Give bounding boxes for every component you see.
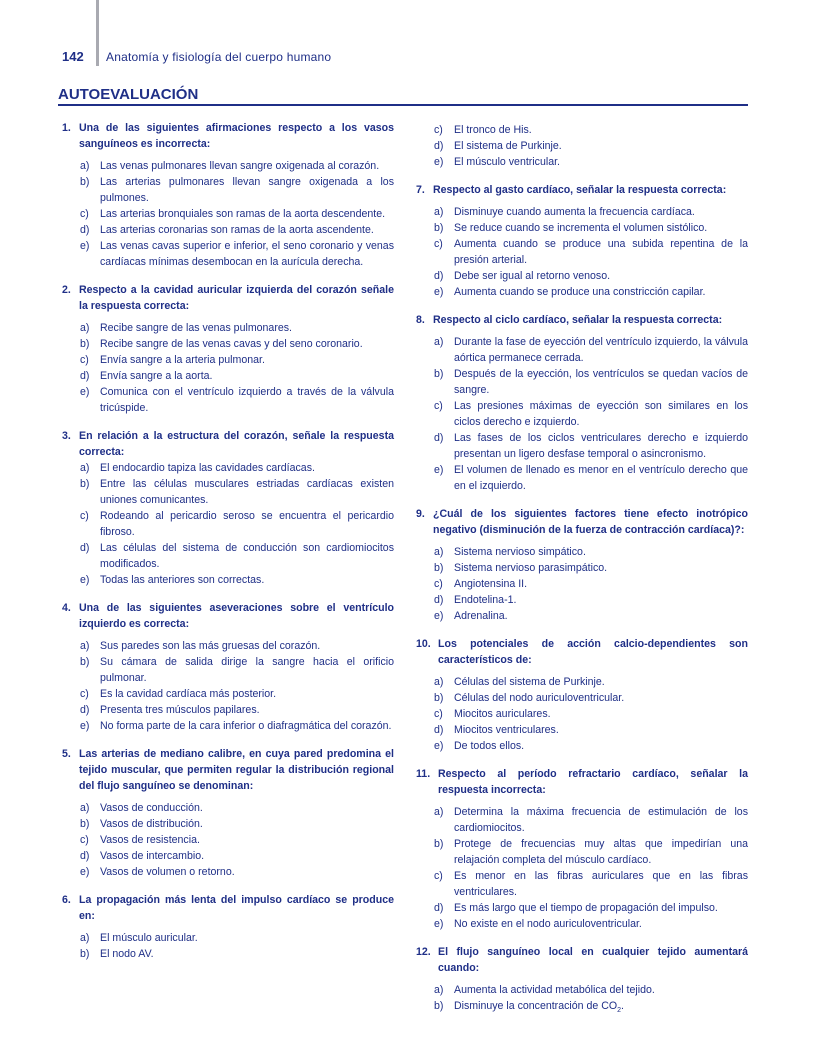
question-text: Respecto al gasto cardíaco, señalar la respuesta correcta:	[433, 184, 727, 196]
option-text: Las presiones máximas de eyección son similares en los ciclos derecho e izquierdo.	[454, 400, 748, 428]
option-letter: e)	[434, 918, 444, 930]
option-text: Se reduce cuando se incrementa el volumen sistólico.	[454, 222, 708, 234]
option-letter: c)	[80, 208, 89, 220]
answer-option	[416, 122, 748, 138]
option-text: De todos ellos.	[454, 740, 525, 752]
answer-option	[62, 816, 394, 832]
option-text: Durante la fase de eyección del ventrículo izquierdo, la válvula aórtica permanece cerrada.	[454, 336, 748, 364]
answer-option	[416, 138, 748, 154]
option-letter: e)	[434, 286, 444, 298]
answer-option	[62, 352, 394, 368]
question-number: 3.	[62, 430, 71, 442]
option-text: Vasos de intercambio.	[100, 850, 205, 862]
header-divider-bar	[96, 0, 99, 66]
option-letter: c)	[80, 510, 89, 522]
question-number: 8.	[416, 314, 425, 326]
co2-suffix: .	[621, 1000, 624, 1012]
question-heading	[416, 182, 748, 198]
question-heading	[62, 428, 394, 460]
option-text: Aumenta cuando se produce una subida repentina de la presión arterial.	[454, 238, 748, 266]
answer-option	[416, 462, 748, 494]
answer-option	[416, 982, 748, 998]
answer-option	[62, 174, 394, 206]
question-number: 4.	[62, 602, 71, 614]
answer-option	[416, 154, 748, 170]
option-letter: c)	[80, 688, 89, 700]
answer-option	[416, 236, 748, 268]
question-text: ¿Cuál de los siguientes factores tiene efecto inotrópico negativo (disminución de la fuerza de contracción cardíaca)?:	[433, 508, 748, 536]
answer-option	[416, 738, 748, 754]
question-heading	[62, 600, 394, 632]
option-text: Células del sistema de Purkinje.	[454, 676, 605, 688]
option-text: Las células del sistema de conducción son cardiomiocitos modificados.	[100, 542, 394, 570]
option-text: Miocitos ventriculares.	[454, 724, 559, 736]
question-number: 1.	[62, 122, 71, 134]
question-5	[62, 746, 394, 880]
question-number: 10.	[416, 638, 431, 650]
option-text: Adrenalina.	[454, 610, 508, 622]
option-letter: d)	[434, 594, 444, 606]
question-number: 6.	[62, 894, 71, 906]
option-letter: a)	[434, 336, 444, 348]
question-text: Las arterias de mediano calibre, en cuya pared predomina el tejido muscular, que permiten regular la distribución regional del flujo sanguíneo se denominan:	[79, 748, 394, 792]
question-1	[62, 120, 394, 270]
question-text: Respecto al período refractario cardíaco, señalar la respuesta incorrecta:	[438, 768, 748, 796]
question-12	[416, 944, 748, 1014]
option-text: Es más largo que el tiempo de propagación del impulso.	[454, 902, 718, 914]
answer-option	[416, 284, 748, 300]
question-number: 12.	[416, 946, 431, 958]
answer-option	[416, 544, 748, 560]
question-number: 5.	[62, 748, 71, 760]
answer-option	[62, 832, 394, 848]
option-text: El músculo auricular.	[100, 932, 198, 944]
option-letter: a)	[80, 640, 90, 652]
option-letter: e)	[80, 574, 90, 586]
left-column	[62, 120, 394, 974]
option-letter: d)	[80, 224, 90, 236]
option-letter: c)	[80, 354, 89, 366]
option-text: Aumenta la actividad metabólica del tejido.	[454, 984, 655, 996]
option-letter: b)	[80, 176, 90, 188]
question-heading	[416, 506, 748, 538]
option-text: El músculo ventricular.	[454, 156, 560, 168]
question-number: 9.	[416, 508, 425, 520]
option-letter: c)	[434, 238, 443, 250]
option-text: Su cámara de salida dirige la sangre hacia el orificio pulmonar.	[100, 656, 394, 684]
option-text: Es la cavidad cardíaca más posterior.	[100, 688, 277, 700]
answer-option	[62, 320, 394, 336]
option-text: Determina la máxima frecuencia de estimulación de los cardiomiocitos.	[454, 806, 748, 834]
option-text: No existe en el nodo auriculoventricular.	[454, 918, 642, 930]
answer-option	[62, 336, 394, 352]
option-letter: b)	[80, 338, 90, 350]
answer-option	[416, 560, 748, 576]
option-text: Aumenta cuando se produce una constricción capilar.	[454, 286, 706, 298]
option-text: No forma parte de la cara inferior o diafragmática del corazón.	[100, 720, 392, 732]
option-text: Envía sangre a la aorta.	[100, 370, 213, 382]
co2-text: Disminuye la concentración de CO	[454, 1000, 618, 1012]
option-letter: a)	[434, 546, 444, 558]
option-text: El sistema de Purkinje.	[454, 140, 562, 152]
question-text: Una de las siguientes aseveraciones sobre el ventrículo izquierdo es correcta:	[79, 602, 394, 630]
option-letter: c)	[434, 400, 443, 412]
option-text: Recibe sangre de las venas cavas y del seno coronario.	[100, 338, 363, 350]
answer-option	[62, 718, 394, 734]
option-text: Protege de frecuencias muy altas que impedirían una relajación completa del músculo cardíaco.	[454, 838, 748, 866]
option-letter: a)	[80, 462, 90, 474]
option-letter: e)	[434, 610, 444, 622]
option-text: Vasos de resistencia.	[100, 834, 200, 846]
answer-option	[416, 366, 748, 398]
answer-option	[62, 206, 394, 222]
option-letter: a)	[434, 984, 444, 996]
answer-option	[62, 508, 394, 540]
option-letter: a)	[80, 160, 90, 172]
option-text	[454, 998, 748, 1014]
answer-option	[62, 638, 394, 654]
question-number: 11.	[416, 768, 431, 780]
answer-option	[416, 900, 748, 916]
answer-option	[416, 868, 748, 900]
option-letter: d)	[434, 902, 444, 914]
option-letter: a)	[434, 676, 444, 688]
option-letter: d)	[434, 432, 444, 444]
answer-option	[416, 592, 748, 608]
question-6-continued-options	[416, 122, 748, 170]
option-letter: b)	[80, 478, 90, 490]
answer-option	[416, 608, 748, 624]
option-letter: a)	[80, 802, 90, 814]
question-text: La propagación más lenta del impulso cardíaco se produce en:	[79, 894, 394, 922]
question-heading	[416, 312, 748, 328]
question-2	[62, 282, 394, 416]
option-text: Comunica con el ventrículo izquierdo a través de la válvula tricúspide.	[100, 386, 394, 414]
option-letter: b)	[434, 368, 444, 380]
question-text: El flujo sanguíneo local en cualquier tejido aumentará cuando:	[438, 946, 748, 974]
question-3	[62, 428, 394, 588]
section-title: AUTOEVALUACIÓN	[58, 86, 199, 103]
question-heading	[416, 636, 748, 668]
option-letter: d)	[80, 850, 90, 862]
page-number: 142	[62, 49, 84, 64]
option-letter: e)	[80, 720, 90, 732]
option-text: Rodeando al pericardio seroso se encuentra el pericardio fibroso.	[100, 510, 394, 538]
question-number: 7.	[416, 184, 425, 196]
option-letter: a)	[434, 806, 444, 818]
option-text: Miocitos auriculares.	[454, 708, 551, 720]
book-title: Anatomía y fisiología del cuerpo humano	[106, 50, 332, 64]
option-letter: d)	[434, 270, 444, 282]
option-letter: b)	[434, 692, 444, 704]
option-letter: d)	[80, 370, 90, 382]
option-text: Envía sangre a la arteria pulmonar.	[100, 354, 265, 366]
option-letter: b)	[80, 818, 90, 830]
option-letter: e)	[80, 866, 90, 878]
question-7	[416, 182, 748, 300]
option-text: Angiotensina II.	[454, 578, 528, 590]
option-text: Endotelina-1.	[454, 594, 517, 606]
option-letter: d)	[80, 542, 90, 554]
answer-option	[62, 158, 394, 174]
option-letter: c)	[434, 578, 443, 590]
option-letter: b)	[80, 948, 90, 960]
option-letter: e)	[80, 386, 90, 398]
question-text: En relación a la estructura del corazón, señale la respuesta correcta:	[79, 430, 394, 458]
option-text: Las arterias coronarias son ramas de la aorta ascendente.	[100, 224, 374, 236]
option-text: Vasos de volumen o retorno.	[100, 866, 235, 878]
section-rule	[58, 104, 748, 106]
option-letter: b)	[434, 838, 444, 850]
option-text: El nodo AV.	[100, 948, 154, 960]
question-heading	[62, 892, 394, 924]
answer-option	[62, 222, 394, 238]
answer-option	[416, 836, 748, 868]
option-text: Las arterias pulmonares llevan sangre oxigenada a los pulmones.	[100, 176, 394, 204]
answer-option	[416, 804, 748, 836]
option-text: El volumen de llenado es menor en el ventrículo derecho que en el izquierdo.	[454, 464, 748, 492]
answer-option	[416, 690, 748, 706]
option-text: Células del nodo auriculoventricular.	[454, 692, 625, 704]
answer-option	[62, 848, 394, 864]
option-text: Las venas cavas superior e inferior, el seno coronario y venas cardíacas mínimas desembocan en la aurícula derecha.	[100, 240, 394, 268]
answer-option	[62, 572, 394, 588]
question-heading	[416, 766, 748, 798]
question-11	[416, 766, 748, 932]
option-text: Sistema nervioso simpático.	[454, 546, 586, 558]
answer-option	[62, 864, 394, 880]
option-text: Sus paredes son las más gruesas del corazón.	[100, 640, 321, 652]
option-text: Después de la eyección, los ventrículos se quedan vacíos de sangre.	[454, 368, 748, 396]
option-text: Vasos de distribución.	[100, 818, 203, 830]
option-text: Debe ser igual al retorno venoso.	[454, 270, 611, 282]
option-letter: c)	[434, 708, 443, 720]
answer-option	[62, 238, 394, 270]
answer-option	[416, 674, 748, 690]
answer-option	[416, 398, 748, 430]
question-8	[416, 312, 748, 494]
answer-option	[62, 368, 394, 384]
question-10	[416, 636, 748, 754]
question-number: 2.	[62, 284, 71, 296]
option-text: Vasos de conducción.	[100, 802, 203, 814]
answer-option	[62, 654, 394, 686]
question-6	[62, 892, 394, 962]
option-text: El tronco de His.	[454, 124, 532, 136]
question-text: Respecto al ciclo cardíaco, señalar la respuesta correcta:	[433, 314, 723, 326]
answer-option	[62, 702, 394, 718]
question-text: Los potenciales de acción calcio-dependientes son característicos de:	[438, 638, 748, 666]
option-text: Es menor en las fibras auriculares que en las fibras ventriculares.	[454, 870, 748, 898]
answer-option	[416, 334, 748, 366]
right-column	[416, 122, 748, 1026]
option-letter: c)	[80, 834, 89, 846]
answer-option	[416, 998, 748, 1014]
option-letter: e)	[434, 464, 444, 476]
option-letter: c)	[434, 124, 443, 136]
option-text: Presenta tres músculos papilares.	[100, 704, 260, 716]
answer-option	[62, 800, 394, 816]
question-text: Respecto a la cavidad auricular izquierda del corazón señale la respuesta correcta:	[79, 284, 394, 312]
option-letter: e)	[434, 156, 444, 168]
option-text: Las arterias bronquiales son ramas de la aorta descendente.	[100, 208, 386, 220]
option-letter: a)	[80, 932, 90, 944]
option-letter: b)	[434, 562, 444, 574]
answer-option	[416, 916, 748, 932]
option-letter: b)	[434, 222, 444, 234]
question-text: Una de las siguientes afirmaciones respecto a los vasos sanguíneos es incorrecta:	[79, 122, 394, 150]
option-text: Todas las anteriores son correctas.	[100, 574, 265, 586]
option-text: Entre las células musculares estriadas cardíacas existen uniones comunicantes.	[100, 478, 394, 506]
answer-option	[416, 268, 748, 284]
option-letter: d)	[434, 140, 444, 152]
answer-option	[416, 576, 748, 592]
option-text: Sistema nervioso parasimpático.	[454, 562, 608, 574]
answer-option	[62, 476, 394, 508]
answer-option	[62, 946, 394, 962]
answer-option	[416, 722, 748, 738]
question-heading	[62, 282, 394, 314]
option-letter: a)	[434, 206, 444, 218]
question-9	[416, 506, 748, 624]
option-letter: a)	[80, 322, 90, 334]
question-heading	[62, 746, 394, 794]
option-letter: b)	[80, 656, 90, 668]
answer-option	[62, 384, 394, 416]
option-letter: d)	[434, 724, 444, 736]
option-letter: e)	[434, 740, 444, 752]
option-letter: e)	[80, 240, 90, 252]
answer-option	[62, 540, 394, 572]
co2-subscript: 2	[617, 1007, 622, 1015]
answer-option	[416, 430, 748, 462]
option-text: El endocardio tapiza las cavidades cardíacas.	[100, 462, 315, 474]
question-heading	[416, 944, 748, 976]
question-heading	[62, 120, 394, 152]
option-letter: b)	[434, 1000, 444, 1012]
option-text: Las venas pulmonares llevan sangre oxigenada al corazón.	[100, 160, 380, 172]
answer-option	[62, 686, 394, 702]
answer-option	[62, 930, 394, 946]
answer-option	[416, 706, 748, 722]
answer-option	[62, 460, 394, 476]
option-letter: d)	[80, 704, 90, 716]
answer-option	[416, 220, 748, 236]
option-text: Recibe sangre de las venas pulmonares.	[100, 322, 292, 334]
option-letter: c)	[434, 870, 443, 882]
option-text: Las fases de los ciclos ventriculares derecho e izquierdo presentan un ligero desfase temporal o asincronismo.	[454, 432, 748, 460]
question-4	[62, 600, 394, 734]
answer-option	[416, 204, 748, 220]
option-text: Disminuye cuando aumenta la frecuencia cardíaca.	[454, 206, 695, 218]
